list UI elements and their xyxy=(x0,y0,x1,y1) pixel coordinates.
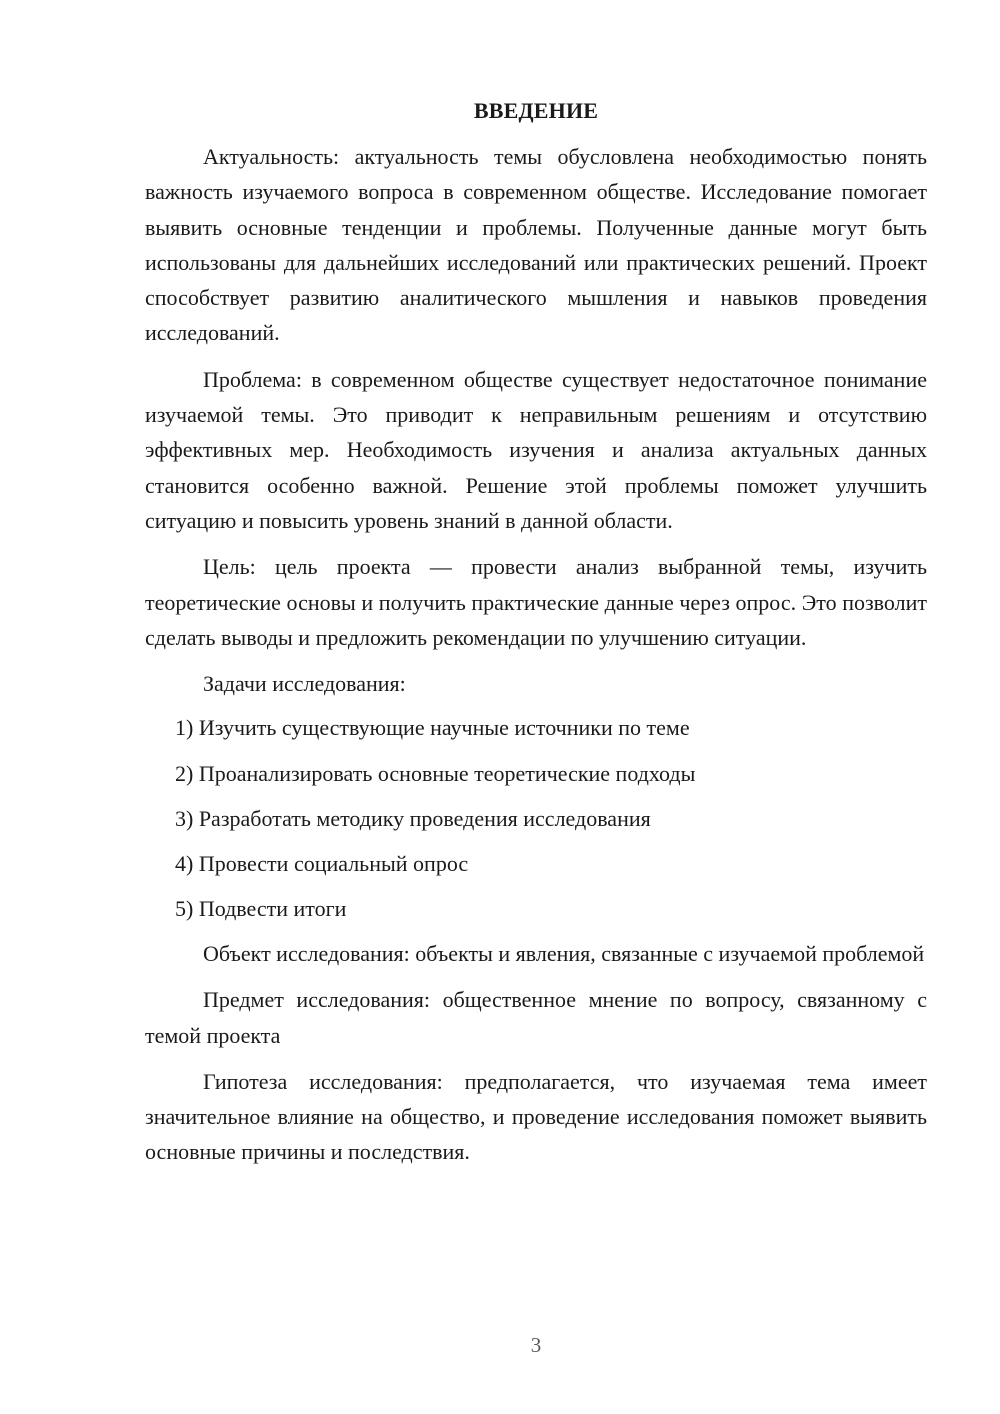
list-item: 3) Разработать методику проведения исследования xyxy=(175,805,651,831)
list-item: 1) Изучить существующие научные источники по теме xyxy=(175,715,690,741)
goal-paragraph: Цель: цель проекта — провести анализ выбранной темы, изучить теоретические основы и получить практические данные через опрос. Это позволит сделать выводы и предложить рекомендации по улучшению ситуации. xyxy=(145,554,927,650)
tasks-list xyxy=(145,710,927,926)
hypothesis-paragraph: Гипотеза исследования: предполагается, что изучаемая тема имеет значительное влияние на общество, и проведение исследования поможет выявить основные причины и последствия. xyxy=(145,1068,927,1165)
page-number: 3 xyxy=(530,1333,542,1357)
list-item: 5) Подвести итоги xyxy=(175,895,347,921)
page-title: ВВЕДЕНИЕ xyxy=(473,98,599,123)
tasks-heading: Задачи исследования: xyxy=(203,671,406,697)
object-paragraph: Объект исследования: объекты и явления, связанные с изучаемой проблемой xyxy=(203,940,925,966)
relevance-paragraph: Актуальность: актуальность темы обусловлена необходимостью понять важность изучаемого вопроса в современном обществе. Исследование помогает выявить основные тенденции и проблемы. Полученные данные могут быть использованы для дальнейших исследований или практических решений. Проект способствует развитию аналитического мышления и навыков проведения исследований. xyxy=(145,144,927,346)
list-item: 4) Провести социальный опрос xyxy=(175,850,469,876)
list-item: 2) Проанализировать основные теоретические подходы xyxy=(175,760,696,786)
problem-paragraph: Проблема: в современном обществе существует недостаточное понимание изучаемой темы. Это приводит к неправильным решениям и отсутствию эффективных мер. Необходимость изучения и анализа актуальных данных становится особенно важной. Решение этой проблемы поможет улучшить ситуацию и повысить уровень знаний в данной области. xyxy=(145,366,927,533)
subject-paragraph: Предмет исследования: общественное мнение по вопросу, связанному с темой проекта xyxy=(145,987,927,1048)
document-page xyxy=(145,95,927,1181)
